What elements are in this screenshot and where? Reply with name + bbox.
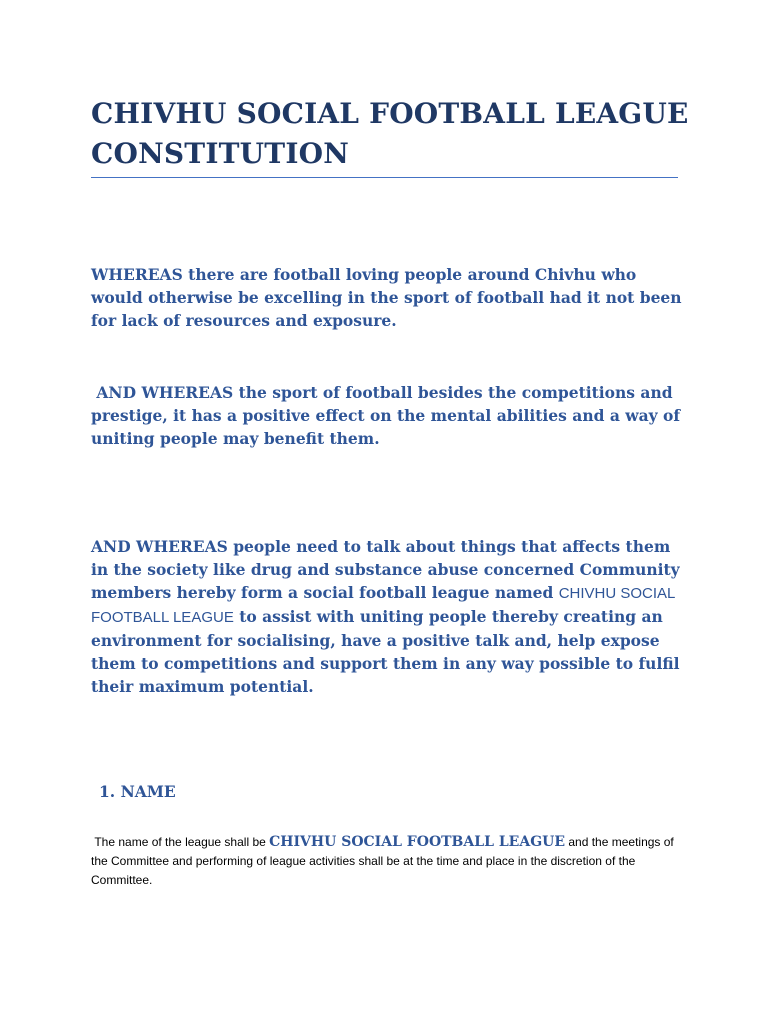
whereas-paragraph-3-after: to assist with uniting people thereby creating an environment for socialising, have a positive talk and, help expose them to competitions and support them in any way possible to fulfil their maximum potential. — [91, 607, 680, 696]
whereas-paragraph-1 — [91, 263, 691, 332]
page-title: CHIVHU SOCIAL FOOTBALL LEAGUE CONSTITUTION — [91, 97, 689, 170]
section-name-body-after: and the meetings of the Committee and performing of league activities shall be at the time and place in the discretion of the Committee. — [91, 835, 678, 887]
section-name-league-name: CHIVHU SOCIAL FOOTBALL LEAGUE — [269, 834, 566, 850]
section-name-body — [91, 833, 691, 890]
league-name-inline: CHIVHU SOCIAL FOOTBALL LEAGUE — [91, 585, 675, 626]
whereas-paragraph-2 — [91, 381, 691, 450]
whereas-paragraph-2-text: AND WHEREAS the sport of football besides the competitions and prestige, it has a positive effect on the mental abilities and a way of uniting people may benefit them. — [91, 383, 686, 448]
whereas-paragraph-3 — [91, 535, 691, 698]
section-name-body-before: The name of the league shall be — [91, 835, 270, 849]
whereas-paragraph-3-before: AND WHEREAS people need to talk about things that affects them in the society like drug and substance abuse concerned Community members hereby form a social football league named — [91, 537, 680, 602]
whereas-paragraph-1-text: WHEREAS there are football loving people around Chivhu who would otherwise be excelling in the sport of football had it not been for lack of resources and exposure. — [91, 265, 682, 330]
title-divider — [91, 177, 678, 178]
section-heading-name: 1. NAME — [99, 782, 176, 801]
